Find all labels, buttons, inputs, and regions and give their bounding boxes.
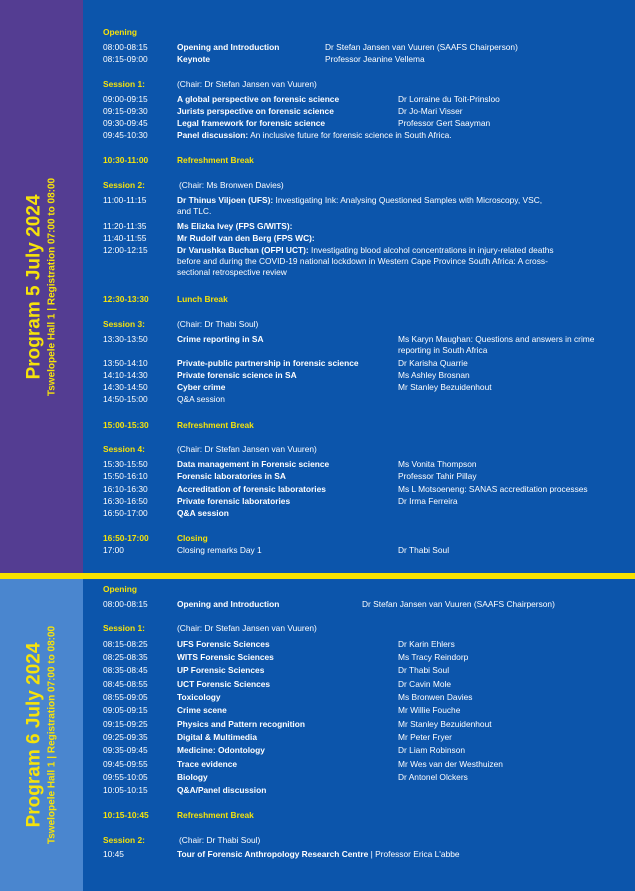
schedule-item: 11:00-11:15 Dr Thinus Viljoen (UFS): Investigating Ink: Analysing Questioned Samples with Microscopy, VSC, and TLC.: [103, 195, 543, 216]
day2-program-panel: Program 6 July 2024 Tswelopele Hall 1 | Registration 07:00 to 08:00 Opening 08:00-08:15 Opening and Introduction Dr Stefan Jansen van Vuuren (SAAFS Chairperson) Session 1: (Chair: Dr Stefan Jansen van Vuuren) 08:15-08:25 UFS Forensic Sciences Dr Karin Ehlers 08:25-08:35 WITS Forensic Sciences Ms Tracy Reindorp 08:35-08:45 UP Forensic Sciences Dr Thabi Soul 08:45-08:55 UCT Forensic Sciences Dr Cavin Mole 08:55-09:05 Toxicology Ms Bronwen Davies 09:05-09:15 Crime scene Mr Willie Fouche 09:15-09:25 Physics and Pattern recognition Mr Stanley Bezuidenhout 09:25-09:35 Digital & Multimedia Mr Peter Fryer 09:35-09:45 Medicine: Odontology Dr Liam Robinson 09:45-09:55 Trace evidence Mr Wes van der Westhuizen 09:55-10:05 Biology Dr Antonel Olckers 10:05-10:15 Q&A/Panel discussion 10:15-10:45 Refreshment Break Session 2: (Chair: Dr Thabi Soul) 10:45 Tour of Forensic Anthropology Research Centre | Professor Erica L'abbe: [0, 579, 635, 891]
day2-title: Program 6 July 2024: [23, 642, 45, 828]
day1-subtitle: Tswelopele Hall 1 | Registration 07:00 to 08:00: [46, 177, 58, 396]
opening-heading: Opening: [103, 27, 137, 37]
schedule-item: 13:30-13:50 Crime reporting in SA Ms Karyn Maughan: Questions and answers in crime reporting in South Africa: [103, 334, 595, 355]
day1-title: Program 5 July 2024: [23, 194, 45, 379]
day1-program-panel: Program 5 July 2024 Tswelopele Hall 1 | Registration 07:00 to 08:00 Opening 08:00-08:15 Opening and Introduction Dr Stefan Jansen van Vuuren (SAAFS Chairperson) 08:15-09:00 Keynote Professor Jeanine Vellema Session 1: (Chair: Dr Stefan Jansen van Vuuren) 09:00-09:15 A global perspective on forensic science Dr Lorraine du Toit-Prinsloo 09:15-09:30 Jurists perspective on forensic science Dr Jo-Mari Visser 09:30-09:45 Legal framework for forensic science Professor Gert Saayman 09:45-10:30 Panel discussion: An inclusive future for forensic science in South Africa. 10:30-11:00 Refreshment Break Session 2: (Chair: Ms Bronwen Davies) 11:00-11:15 Dr Thinus Viljoen (UFS): Investigating Ink: Analysing Questioned Samples with Microscopy, VSC, and TLC. 11:20-11:35 Ms Elizka Ivey (FPS G/WITS): 11:40-11:55 Mr Rudolf van den Berg (FPS WC): 12:00-12:15 Dr Varushka Buchan (OFPI UCT): Investigating blood alcohol concentrations in injury-related deaths before and during the COVID-19 national lockdown in Western Cape Province South Africa: A cross-sectional retrospective review 12:30-13:30 Lunch Break Session 3: (Chair: Dr Thabi Soul) 13:30-13:50 Crime reporting in SA Ms Karyn Maughan: Questions and answers in crime reporting in South Africa 13:50-14:10 Private-public partnership in forensic science Dr Karisha Quarrie 14:10-14:30 Private forensic science in SA Ms Ashley Brosnan 14:30-14:50 Cyber crime Mr Stanley Bezuidenhout 14:50-15:00 Q&A session 15:00-15:30 Refreshment Break Session 4: (Chair: Dr Stefan Jansen van Vuuren) 15:30-15:50 Data management in Forensic science Ms Vonita Thompson 15:50-16:10 Forensic laboratories in SA Professor Tahir Pillay 16:10-16:30 Accreditation of forensic laboratories Ms L Motsoeneng: SANAS accreditation processes 16:30-16:50 Private forensic laboratories Dr Irma Ferreira 16:50-17:00 Q&A session 16:50-17:00 Closing 17:00 Closing remarks Day 1 Dr Thabi Soul: [0, 0, 635, 573]
opening-heading: Opening: [103, 584, 137, 594]
schedule-item: 12:00-12:15 Dr Varushka Buchan (OFPI UCT): Investigating blood alcohol concentrations in injury-related deaths before and during the COVID-19 national lockdown in Western Cape Province South Africa: A cross-sectional retrospective review: [103, 245, 554, 277]
day2-subtitle: Tswelopele Hall 1 | Registration 07:00 to 08:00: [46, 625, 58, 845]
day1-side-banner: [0, 0, 83, 573]
day2-side-banner: [0, 579, 83, 891]
